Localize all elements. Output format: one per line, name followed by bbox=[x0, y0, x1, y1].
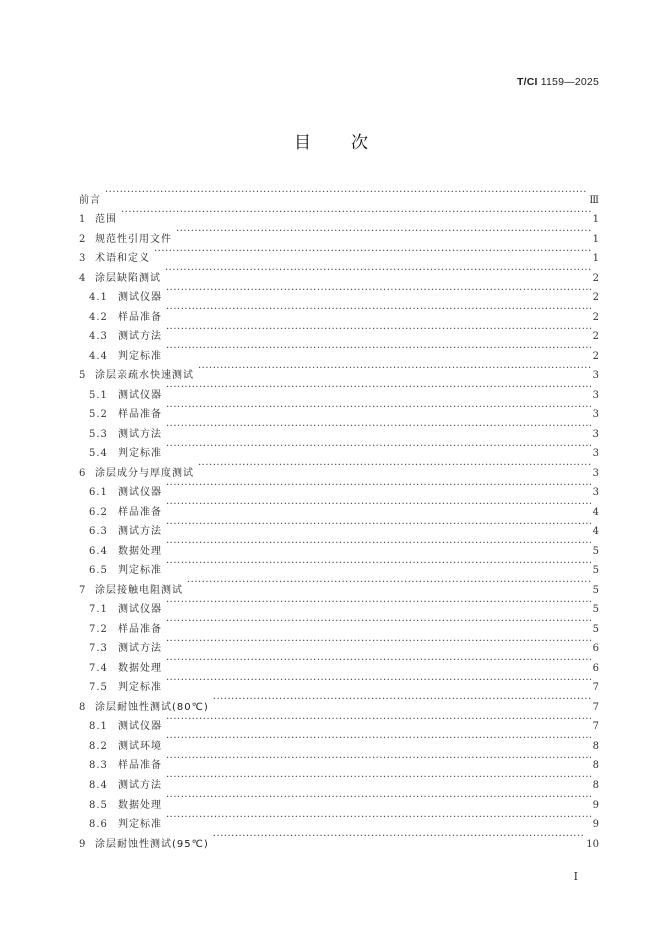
toc-leader-dots bbox=[166, 729, 591, 749]
toc-leader-dots bbox=[166, 339, 591, 359]
toc-entry-page: 1 bbox=[592, 214, 599, 226]
toc-entry-label: 判定标准 bbox=[118, 350, 162, 362]
toc-entry-page: 5 bbox=[592, 604, 599, 616]
toc-leader-dots bbox=[166, 534, 591, 554]
toc-entry-label: 数据处理 bbox=[118, 662, 162, 674]
toc-entry-page: 3 bbox=[592, 467, 599, 479]
toc-entry-page: 10 bbox=[586, 838, 599, 850]
toc-leader-dots bbox=[166, 398, 591, 418]
toc-entry-label: 测试仪器 bbox=[118, 389, 162, 401]
toc-entry-page: 5 bbox=[592, 584, 599, 596]
toc-leader-dots bbox=[166, 378, 591, 398]
toc-entry-number: 7.2 bbox=[89, 623, 108, 635]
toc-entry-label: 涂层接触电阻测试 bbox=[95, 584, 183, 596]
toc-entry-number: 6.3 bbox=[89, 526, 108, 538]
toc-entry-page: 2 bbox=[592, 350, 599, 362]
toc-entry-label: 样品准备 bbox=[118, 760, 162, 772]
toc-entry-label: 前言 bbox=[79, 194, 101, 206]
toc-entry-label: 涂层缺陷测试 bbox=[95, 272, 161, 284]
toc-entry-number: 2 bbox=[79, 233, 86, 245]
toc-entry-number: 8.3 bbox=[89, 760, 108, 772]
toc-entry-page: 3 bbox=[592, 487, 599, 499]
toc-entry-page: 2 bbox=[592, 272, 599, 284]
document-code bbox=[517, 76, 599, 88]
toc-entry-number: 4.2 bbox=[89, 311, 108, 323]
toc-leader-dots bbox=[166, 593, 591, 613]
toc-entry-number: 3 bbox=[79, 253, 86, 265]
toc-entry-number: 8.2 bbox=[89, 740, 108, 752]
toc-entry-page: 4 bbox=[592, 526, 599, 538]
toc-leader-dots bbox=[198, 456, 591, 476]
toc-entry[interactable] bbox=[79, 222, 599, 245]
toc-leader-dots bbox=[166, 632, 591, 652]
toc-leader-dots bbox=[213, 690, 591, 710]
toc-leader-dots bbox=[166, 417, 591, 437]
toc-entry-number: 7.4 bbox=[89, 662, 108, 674]
toc-entry-number: 8.5 bbox=[89, 799, 108, 811]
toc-leader-dots bbox=[166, 768, 591, 788]
toc-entry-number: 8 bbox=[79, 701, 86, 713]
toc-entry-number: 6.5 bbox=[89, 565, 108, 577]
toc-entry-page: 1 bbox=[592, 233, 599, 245]
toc-leader-dots bbox=[166, 749, 591, 769]
toc-entry-page: 3 bbox=[592, 428, 599, 440]
toc-entry-number: 6.1 bbox=[89, 487, 108, 499]
toc-entry-label: 数据处理 bbox=[118, 545, 162, 557]
toc-entry-page: 3 bbox=[592, 409, 599, 421]
toc-entry-page: 5 bbox=[592, 623, 599, 635]
toc-entry[interactable] bbox=[79, 261, 599, 284]
toc-leader-dots bbox=[166, 554, 591, 574]
toc-entry-page: 8 bbox=[592, 779, 599, 791]
toc-leader-dots bbox=[105, 183, 587, 203]
toc-entry-label: 术语和定义 bbox=[95, 253, 150, 265]
toc-entry-page: 4 bbox=[592, 506, 599, 518]
toc-entry-label: 测试仪器 bbox=[118, 721, 162, 733]
toc-entry-page: 3 bbox=[592, 370, 599, 382]
toc-entry-page: 5 bbox=[592, 545, 599, 557]
toc-leader-dots bbox=[166, 651, 591, 671]
toc-entry-page: 9 bbox=[592, 819, 599, 831]
toc-leader-dots bbox=[187, 573, 591, 593]
toc-entry-label: 涂层耐蚀性测试(80℃) bbox=[95, 701, 209, 713]
toc-entry[interactable] bbox=[79, 183, 599, 206]
toc-entry-page: 7 bbox=[592, 682, 599, 694]
toc-entry-page: 3 bbox=[592, 389, 599, 401]
toc-entry-number: 4.3 bbox=[89, 331, 108, 343]
toc-leader-dots bbox=[166, 320, 591, 340]
toc-leader-dots bbox=[166, 437, 591, 457]
toc-entry-label: 涂层耐蚀性测试(95℃) bbox=[95, 838, 209, 850]
toc-entry-page: 9 bbox=[592, 799, 599, 811]
toc-entry-page: 7 bbox=[592, 701, 599, 713]
document-code-prefix: T/CI bbox=[516, 76, 538, 88]
toc-entry-page: 2 bbox=[592, 331, 599, 343]
toc-entry-label: 测试仪器 bbox=[118, 604, 162, 616]
toc-entry-number: 7.3 bbox=[89, 643, 108, 655]
toc-entry-page: 6 bbox=[592, 662, 599, 674]
toc-entry-label: 测试方法 bbox=[118, 428, 162, 440]
toc-entry-label: 判定标准 bbox=[118, 565, 162, 577]
toc-entry-number: 6.2 bbox=[89, 506, 108, 518]
toc-leader-dots bbox=[166, 300, 591, 320]
toc-entry-number: 9 bbox=[79, 838, 86, 850]
toc-leader-dots bbox=[165, 261, 591, 281]
toc-leader-dots bbox=[166, 788, 591, 808]
toc-entry-label: 样品准备 bbox=[118, 311, 162, 323]
toc-entry-number: 7.1 bbox=[89, 604, 108, 616]
toc-leader-dots bbox=[213, 827, 585, 847]
toc-entry-page: 5 bbox=[592, 565, 599, 577]
toc-entry-page: Ⅲ bbox=[589, 194, 599, 206]
toc-entry-page: 7 bbox=[592, 721, 599, 733]
toc-entry-label: 涂层成分与厚度测试 bbox=[95, 467, 194, 479]
toc-entry-number: 8.4 bbox=[89, 779, 108, 791]
toc-entry-number: 7 bbox=[79, 584, 86, 596]
toc-leader-dots bbox=[166, 515, 591, 535]
toc-entry-label: 测试仪器 bbox=[118, 292, 162, 304]
toc-entry-label: 测试方法 bbox=[118, 331, 162, 343]
toc-entry-label: 涂层亲疏水快速测试 bbox=[95, 370, 194, 382]
toc-leader-dots bbox=[166, 612, 591, 632]
toc-entry-label: 测试仪器 bbox=[118, 487, 162, 499]
toc-entry-number: 5.3 bbox=[89, 428, 108, 440]
toc-entry-number: 8.1 bbox=[89, 721, 108, 733]
toc-leader-dots bbox=[166, 495, 591, 515]
toc-entry-page: 1 bbox=[592, 253, 599, 265]
toc-leader-dots bbox=[166, 710, 591, 730]
toc-entry-label: 测试方法 bbox=[118, 643, 162, 655]
toc-leader-dots bbox=[166, 671, 591, 691]
toc-entry-page: 8 bbox=[592, 740, 599, 752]
toc-entry-number: 5.1 bbox=[89, 389, 108, 401]
toc-entry-number: 5.2 bbox=[89, 409, 108, 421]
toc-leader-dots bbox=[166, 808, 591, 828]
toc-entry-number: 8.6 bbox=[89, 819, 108, 831]
toc-leader-dots bbox=[154, 242, 591, 262]
toc-leader-dots bbox=[198, 359, 591, 379]
toc-entry[interactable] bbox=[79, 203, 599, 226]
toc-leader-dots bbox=[176, 222, 591, 242]
toc-leader-dots bbox=[121, 203, 591, 223]
toc-entry-label: 样品准备 bbox=[118, 623, 162, 635]
table-of-contents bbox=[79, 183, 599, 850]
toc-entry-page: 2 bbox=[592, 311, 599, 323]
toc-entry-page: 3 bbox=[592, 448, 599, 460]
toc-entry-label: 判定标准 bbox=[118, 448, 162, 460]
toc-entry-number: 4 bbox=[79, 272, 86, 284]
toc-entry-number: 6 bbox=[79, 467, 86, 479]
toc-entry-page: 8 bbox=[592, 760, 599, 772]
toc-entry-label: 判定标准 bbox=[118, 819, 162, 831]
page-title: 目次 bbox=[294, 133, 408, 153]
toc-entry-label: 范围 bbox=[95, 214, 117, 226]
toc-entry-label: 测试环境 bbox=[118, 740, 162, 752]
toc-entry-number: 5.4 bbox=[89, 448, 108, 460]
toc-leader-dots bbox=[166, 281, 591, 301]
document-code-number: 1159—2025 bbox=[540, 76, 599, 88]
toc-entry-number: 4.4 bbox=[89, 350, 108, 362]
toc-entry-label: 测试方法 bbox=[118, 526, 162, 538]
toc-entry-number: 7.5 bbox=[89, 682, 108, 694]
toc-leader-dots bbox=[166, 476, 591, 496]
toc-entry-label: 数据处理 bbox=[118, 799, 162, 811]
toc-entry-page: 6 bbox=[592, 643, 599, 655]
toc-entry-label: 判定标准 bbox=[118, 682, 162, 694]
toc-entry-number: 6.4 bbox=[89, 545, 108, 557]
toc-entry-number: 1 bbox=[79, 214, 86, 226]
toc-entry-number: 4.1 bbox=[89, 292, 108, 304]
toc-entry-number: 5 bbox=[79, 370, 86, 382]
toc-entry-label: 规范性引用文件 bbox=[95, 233, 172, 245]
toc-entry-label: 测试方法 bbox=[118, 779, 162, 791]
toc-entry-page: 2 bbox=[592, 292, 599, 304]
toc-entry-label: 样品准备 bbox=[118, 409, 162, 421]
toc-entry[interactable] bbox=[79, 242, 599, 265]
toc-entry-label: 样品准备 bbox=[118, 506, 162, 518]
footer-page-number: Ⅰ bbox=[573, 870, 578, 883]
